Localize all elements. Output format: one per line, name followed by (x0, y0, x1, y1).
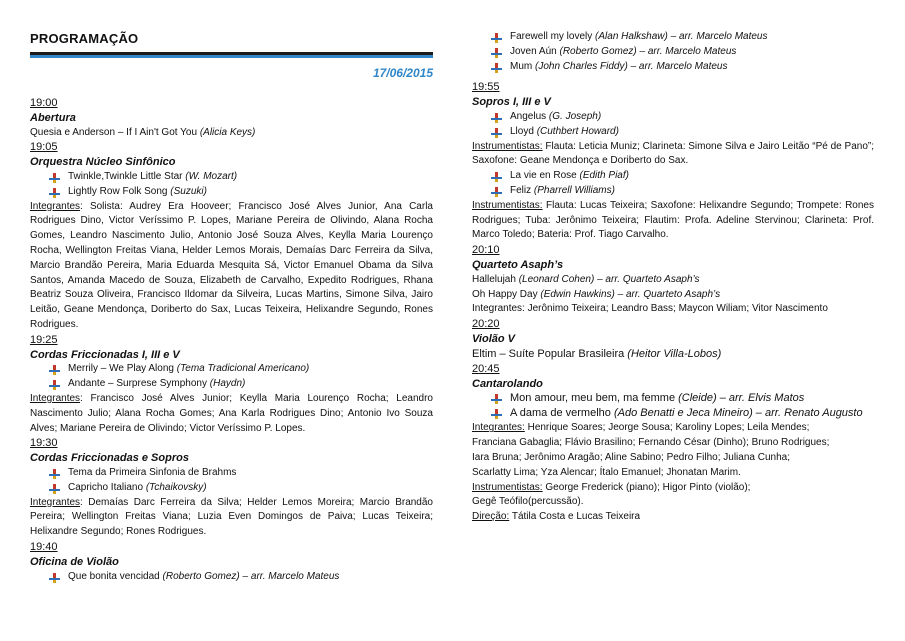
sopros-instrumentists-2: Instrumentistas: Flauta: Lucas Teixeira; Saxofone: Helixandre Segundo; Trompete: Rones Rodrigues; Tuba: Jerônimo Teixeira; Flautim: Profa. Adeline Stervinou; Clarineta: Prof. Marco Toledo; Bateria: Prof. Tiago Carvalho. (472, 199, 874, 241)
music-bullet-icon (49, 380, 60, 390)
music-bullet-icon (49, 188, 60, 198)
music-bullet-icon (491, 113, 502, 123)
section-oficina-violao: Oficina de Violão (30, 555, 119, 568)
right-column (472, 30, 874, 525)
time-2020: 20:20 (472, 318, 500, 331)
cantarolando-instrumentists: Instrumentistas: George Frederick (piano); Higor Pinto (violão); Gegê Teófilo(percussão). (472, 481, 751, 508)
list-item: La vie en Rose (Edith Piaf) (472, 169, 874, 184)
program-date: 17/06/2015 (372, 66, 433, 80)
list-item: Joven Aún (Roberto Gomez) – arr. Marcelo Mateus (472, 45, 874, 60)
music-bullet-icon (49, 173, 60, 183)
section-abertura: Abertura (30, 111, 76, 124)
section-cordas: Cordas Friccionadas I, III e V (30, 348, 180, 361)
music-bullet-icon (491, 394, 502, 404)
music-bullet-icon (491, 48, 502, 58)
list-item: Capricho Italiano (Tchaikovsky) (30, 481, 433, 496)
music-bullet-icon (491, 172, 502, 182)
cordas-members: Integrantes: Francisco José Alves Junior; Keylla Maria Lourenço Rocha; Leandro Nascimento Julio; Alana Rocha Gomes; Ana Karla Rodrigues Dino; Antonio Ivo Souza Alves; Mariane Pereira de Olivindo; Victor Veríssimo P. Lopes. (30, 392, 433, 434)
section-sopros: Sopros I, III e V (472, 96, 551, 109)
quarteto-line-2: Oh Happy Day (Edwin Hawkins) – arr. Quarteto Asaph’s (472, 288, 721, 300)
cordas-sopros-members: Integrantes: Demaías Darc Ferreira da Silva; Helder Lemos Moreira; Marcio Brandão Pereira; Wellington Freitas Viana; Luzia Even Domingos de Paiva; Lucas Teixeira; Helixandre Segundo; Rones Rodrigues. (30, 496, 433, 538)
violao-line: Eltim – Suíte Popular Brasileira (Heitor Villa-Lobos) (472, 347, 722, 360)
music-bullet-icon (49, 484, 60, 494)
left-column (30, 96, 433, 584)
section-cantarolando: Cantarolando (472, 377, 543, 390)
section-violao-v: Violão V (472, 332, 515, 345)
quarteto-members: Integrantes: Jerônimo Teixeira; Leandro Bass; Maycon Wiliam; Vitor Nascimento (472, 303, 828, 315)
list-item: Tema da Primeira Sinfonia de Brahms (30, 466, 433, 481)
sopros-instrumentists-1: Instrumentistas: Flauta: Leticia Muniz; Clarineta: Simone Silva e Jairo Leitão “Pé de Pano”; Saxofone: Geane Mendonça e Doriberto do Sax. (472, 140, 874, 167)
time-1940: 19:40 (30, 540, 58, 553)
cantarolando-members: Integrantes: Henrique Soares; Jeorge Sousa; Karoliny Lopes; Leila Mendes; Franciana Gabaglia; Flávio Brasilino; Fernando César (Dinho); Bruno Rodrigues; Iara Bruna; Jerônimo Aragão; Aline Sabino; Pedro Filho; Juliana Cunha; Scarlatty Lima; Yza Alencar; Ítalo Emanuel; Jhonatan Marim. (472, 422, 830, 478)
music-bullet-icon (491, 33, 502, 43)
time-2010: 20:10 (472, 244, 500, 257)
quarteto-line-1: Hallelujah (Leonard Cohen) – arr. Quarteto Asaph’s (472, 273, 700, 285)
music-bullet-icon (491, 128, 502, 138)
music-bullet-icon (491, 187, 502, 197)
time-1925: 19:25 (30, 333, 58, 346)
time-2045: 20:45 (472, 362, 500, 375)
music-bullet-icon (491, 63, 502, 73)
list-item: Twinkle,Twinkle Little Star (W. Mozart) (30, 170, 433, 185)
music-bullet-icon (49, 573, 60, 583)
time-1900: 19:00 (30, 97, 58, 109)
list-item: A dama de vermelho (Ado Benatti e Jeca Mineiro) – arr. Renato Augusto (472, 406, 874, 421)
list-item: Farewell my lovely (Alan Halkshaw) – arr. Marcelo Mateus (472, 30, 874, 45)
list-item: Lightly Row Folk Song (Suzuki) (30, 185, 433, 200)
section-quarteto: Quarteto Asaph’s (472, 258, 564, 271)
section-cordas-sopros: Cordas Friccionadas e Sopros (30, 452, 189, 465)
time-1930: 19:30 (30, 437, 58, 450)
list-item: Andante – Surprese Symphony (Haydn) (30, 377, 433, 392)
music-bullet-icon (49, 469, 60, 479)
music-bullet-icon (49, 365, 60, 375)
page-title: PROGRAMAÇÃO (30, 31, 139, 46)
orquestra-members: Integrantes: Solista: Audrey Era Hooveer; Francisco José Alves Junior, Ana Carla Rodrigues Dino, Victor Veríssimo P. Lopes, Mariane Pereira de Olivindo, Alana Rocha Gomes, Leandro Nascimento Julio, Antonio José Souza Alves, Keylla Maria Lourenço Rocha, Wellington Freitas Viana, Helder Lemos Morais, Demaías Darc Ferreira da Silva, Marcio Brandão Pereira, Maria Eduarda Mesquita Sá, Victor Emanuel Obama da Silva Santos, Amanda Macedo de Souza, Elizabeth de Carvalho, Expedito Rodrigues, Rhana Beatriz Souza Oliveira, Francisco Ildomar da Silveira, Lucas Martins, Simone Silva, Jairo Leitão, Geane Mendonça, Doriberto do Sax, Lucas Teixeira, Helixandre Segundo, Rones Rodrigues. (30, 200, 433, 330)
list-item: Merrily – We Play Along (Tema Tradicional Americano) (30, 362, 433, 377)
list-item: Que bonita vencidad (Roberto Gomez) – arr. Marcelo Mateus (30, 570, 433, 585)
list-item: Mon amour, meu bem, ma femme (Cleide) – arr. Elvis Matos (472, 391, 874, 406)
list-item: Feliz (Pharrell Williams) (472, 184, 874, 199)
time-1905: 19:05 (30, 141, 58, 154)
title-rule-blue (30, 55, 433, 58)
direction-line: Direção: Tátila Costa e Lucas Teixeira (472, 511, 641, 523)
section-orquestra: Orquestra Núcleo Sinfônico (30, 156, 176, 169)
music-bullet-icon (491, 409, 502, 419)
time-1955: 19:55 (472, 81, 500, 94)
list-item: Lloyd (Cuthbert Howard) (472, 125, 874, 140)
abertura-line: Quesia e Anderson – If I Ain't Got You (Alicia Keys) (30, 126, 256, 138)
list-item: Mum (John Charles Fiddy) – arr. Marcelo Mateus (472, 60, 874, 75)
list-item: Angelus (G. Joseph) (472, 110, 874, 125)
